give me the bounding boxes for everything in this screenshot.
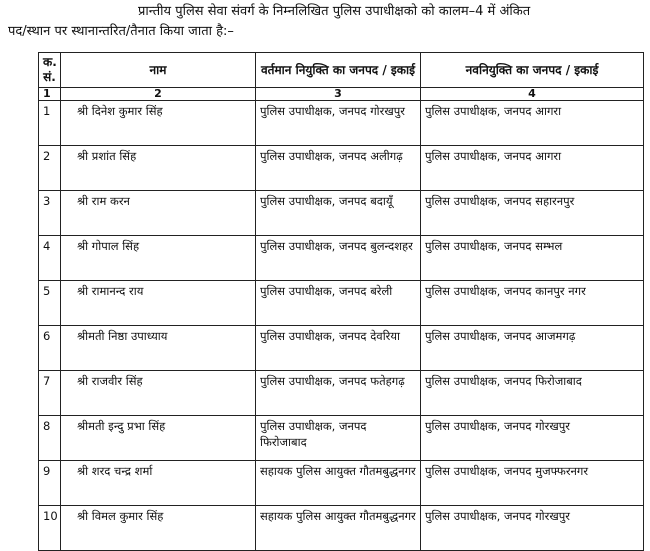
table-row	[39, 236, 644, 281]
row-current-posting: पुलिस उपाधीक्षक, जनपद फिरोजाबाद	[256, 416, 421, 461]
header-sn: क. सं.	[39, 53, 61, 88]
row-officer-name: श्री दिनेश कुमार सिंह	[61, 101, 256, 146]
row-serial-number: 3	[39, 191, 61, 236]
table-row	[39, 191, 644, 236]
row-serial-number: 1	[39, 101, 61, 146]
row-current-posting: पुलिस उपाधीक्षक, जनपद गोरखपुर	[256, 101, 421, 146]
table-row	[39, 326, 644, 371]
row-current-posting: सहायक पुलिस आयुक्त गौतमबुद्धनगर	[256, 506, 421, 551]
row-current-posting: पुलिस उपाधीक्षक, जनपद अलीगढ़	[256, 146, 421, 191]
row-new-posting: पुलिस उपाधीक्षक, जनपद आगरा	[421, 146, 644, 191]
column-number: 4	[421, 88, 644, 101]
row-current-posting: पुलिस उपाधीक्षक, जनपद बदायूँ	[256, 191, 421, 236]
row-current-posting: पुलिस उपाधीक्षक, जनपद बुलन्दशहर	[256, 236, 421, 281]
header-new-posting: नवनियुक्ति का जनपद / इकाई	[421, 53, 644, 88]
table-row	[39, 371, 644, 416]
row-current-posting: पुलिस उपाधीक्षक, जनपद बरेली	[256, 281, 421, 326]
row-officer-name: श्री राम करन	[61, 191, 256, 236]
column-number-row	[39, 88, 644, 101]
row-current-posting: पुलिस उपाधीक्षक, जनपद देवरिया	[256, 326, 421, 371]
row-serial-number: 4	[39, 236, 61, 281]
row-officer-name: श्री गोपाल सिंह	[61, 236, 256, 281]
row-serial-number: 2	[39, 146, 61, 191]
row-serial-number: 7	[39, 371, 61, 416]
row-new-posting: पुलिस उपाधीक्षक, जनपद गोरखपुर	[421, 506, 644, 551]
row-officer-name: श्री रामानन्द राय	[61, 281, 256, 326]
row-officer-name: श्री राजवीर सिंह	[61, 371, 256, 416]
row-officer-name: श्री शरद चन्द्र शर्मा	[61, 461, 256, 506]
intro-line-2: पद/स्थान पर स्थानान्तरित/तैनात किया जाता है:–	[8, 24, 234, 39]
transfer-table	[38, 52, 644, 551]
row-current-posting: पुलिस उपाधीक्षक, जनपद फतेहगढ़	[256, 371, 421, 416]
row-new-posting: पुलिस उपाधीक्षक, जनपद सहारनपुर	[421, 191, 644, 236]
table-row	[39, 146, 644, 191]
header-current-posting: वर्तमान नियुक्ति का जनपद / इकाई	[256, 53, 421, 88]
table-row	[39, 461, 644, 506]
row-serial-number: 9	[39, 461, 61, 506]
row-new-posting: पुलिस उपाधीक्षक, जनपद सम्भल	[421, 236, 644, 281]
table-row	[39, 416, 644, 461]
row-officer-name: श्री प्रशांत सिंह	[61, 146, 256, 191]
column-number: 2	[61, 88, 256, 101]
row-new-posting: पुलिस उपाधीक्षक, जनपद आजमगढ़	[421, 326, 644, 371]
row-serial-number: 5	[39, 281, 61, 326]
row-new-posting: पुलिस उपाधीक्षक, जनपद फिरोजाबाद	[421, 371, 644, 416]
table-row	[39, 281, 644, 326]
table-row	[39, 101, 644, 146]
column-number: 1	[39, 88, 61, 101]
row-new-posting: पुलिस उपाधीक्षक, जनपद मुजफ्फरनगर	[421, 461, 644, 506]
table-header-row	[39, 53, 644, 88]
row-officer-name: श्री विमल कुमार सिंह	[61, 506, 256, 551]
header-name: नाम	[61, 53, 256, 88]
row-new-posting: पुलिस उपाधीक्षक, जनपद गोरखपुर	[421, 416, 644, 461]
row-serial-number: 8	[39, 416, 61, 461]
row-new-posting: पुलिस उपाधीक्षक, जनपद कानपुर नगर	[421, 281, 644, 326]
row-officer-name: श्रीमती इन्दु प्रभा सिंह	[61, 416, 256, 461]
column-number: 3	[256, 88, 421, 101]
row-current-posting: सहायक पुलिस आयुक्त गौतमबुद्धनगर	[256, 461, 421, 506]
intro-paragraph	[8, 2, 644, 42]
row-officer-name: श्रीमती निष्ठा उपाध्याय	[61, 326, 256, 371]
row-serial-number: 6	[39, 326, 61, 371]
intro-line-1: प्रान्तीय पुलिस सेवा संवर्ग के निम्नलिखित पुलिस उपाधीक्षको को कालम–4 में अंकित	[138, 4, 531, 19]
row-new-posting: पुलिस उपाधीक्षक, जनपद आगरा	[421, 101, 644, 146]
row-serial-number: 10	[39, 506, 61, 551]
table-row	[39, 506, 644, 551]
